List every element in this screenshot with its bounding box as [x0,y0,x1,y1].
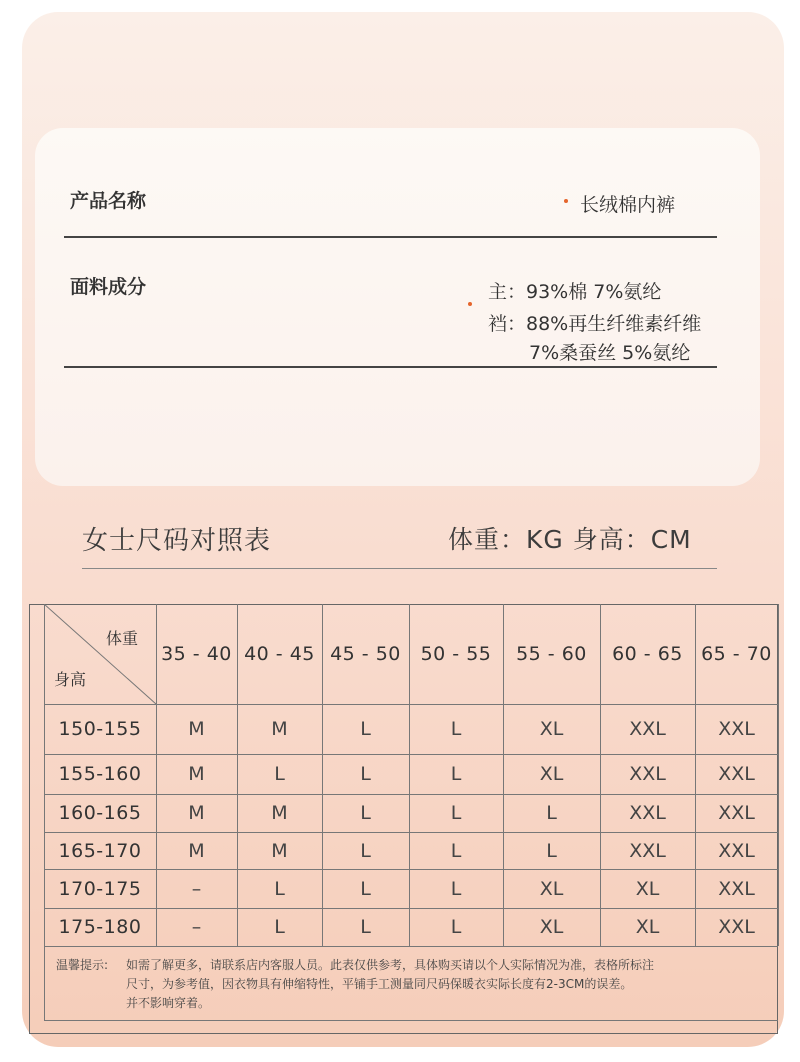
size-cell: XXL [718,763,755,785]
size-cell: L [450,916,462,938]
divider [64,366,717,368]
size-cell: L [360,802,371,824]
weight-column-header: 40 - 45 [244,643,315,665]
fabric-line-crotch-2: 7%桑蚕丝 5%氨纶 [529,342,691,364]
fabric-line-main: 主：93%棉 7%氨纶 [488,281,662,303]
divider [64,236,717,238]
height-row-header: 175-180 [58,916,142,938]
size-cell: XL [539,916,564,938]
product-name-value: 长绒棉内裤 [580,194,676,216]
size-cell: XL [635,877,660,900]
size-cell: – [191,877,202,900]
size-cell: L [450,802,462,824]
size-cell: XXL [629,839,666,862]
size-cell: L [450,839,462,862]
size-cell: L [450,718,462,740]
size-cell: XXL [629,718,666,740]
bullet-icon [468,302,472,306]
fabric-label: 面料成分 [70,276,147,298]
size-cell: M [271,718,288,740]
size-cell: L [360,718,371,740]
size-cell: XXL [718,916,755,938]
size-cell: M [188,802,205,824]
weight-column-header: 50 - 55 [420,643,492,665]
corner-weight-label: 体重 [106,629,139,648]
size-cell: XXL [629,802,666,824]
size-cell: L [546,839,557,862]
size-cell: L [360,916,371,938]
size-cell: XXL [718,718,755,740]
note-left-border [44,946,45,1020]
size-cell: XL [539,877,564,900]
size-cell: XL [539,718,564,740]
weight-column-header: 65 - 70 [701,643,772,665]
height-row-header: 160-165 [58,802,142,824]
size-cell: M [271,839,288,862]
size-chart-title: 女士尺码对照表 [82,526,272,556]
size-cell: M [188,763,205,785]
height-row-header: 165-170 [58,839,142,862]
fabric-line-crotch: 裆：88%再生纤维素纤维 [488,313,702,335]
tip-line: 并不影响穿着。 [126,996,211,1010]
size-cell: L [450,763,462,785]
size-cell: L [274,877,285,900]
weight-column-header: 55 - 60 [516,643,587,665]
size-cell: L [546,802,557,824]
weight-column-header: 45 - 50 [330,643,401,665]
weight-column-header: 60 - 65 [612,643,683,665]
size-cell: L [450,877,462,900]
height-row-header: 150-155 [58,718,142,740]
size-cell: M [188,839,205,862]
size-cell: XXL [629,763,666,785]
divider [82,568,717,569]
table-column-divider [778,604,779,946]
bullet-icon [564,199,568,203]
size-cell: M [271,802,288,824]
product-info-panel [35,128,760,486]
size-cell: L [360,877,371,900]
size-cell: L [274,763,285,785]
height-row-header: 170-175 [58,877,142,900]
size-cell: L [360,763,371,785]
size-chart-units: 体重：KG 身高：CM [448,525,692,554]
product-name-label: 产品名称 [70,190,147,212]
size-cell: XXL [718,877,755,900]
table-row-divider [44,946,778,947]
size-cell: XL [635,916,660,938]
corner-height-label: 身高 [54,670,87,689]
tip-line: 如需了解更多，请联系店内客服人员。此表仅供参考，具体购买请以个人实际情况为准，表格所标注 [126,958,655,972]
tip-line: 尺寸，为参考值，因衣物具有伸缩特性，平铺手工测量同尺码保暖衣实际长度有2-3CM的误差。 [126,977,633,991]
size-cell: L [360,839,371,862]
height-row-header: 155-160 [58,763,142,785]
size-cell: L [274,916,285,938]
size-cell: XXL [718,839,755,862]
weight-column-header: 35 - 40 [161,643,232,665]
size-cell: XL [539,763,564,785]
tip-lead: 温馨提示: [56,958,109,972]
size-cell: XXL [718,802,755,824]
size-cell: – [191,916,202,938]
size-cell: M [188,718,205,740]
note-divider [44,1020,778,1021]
